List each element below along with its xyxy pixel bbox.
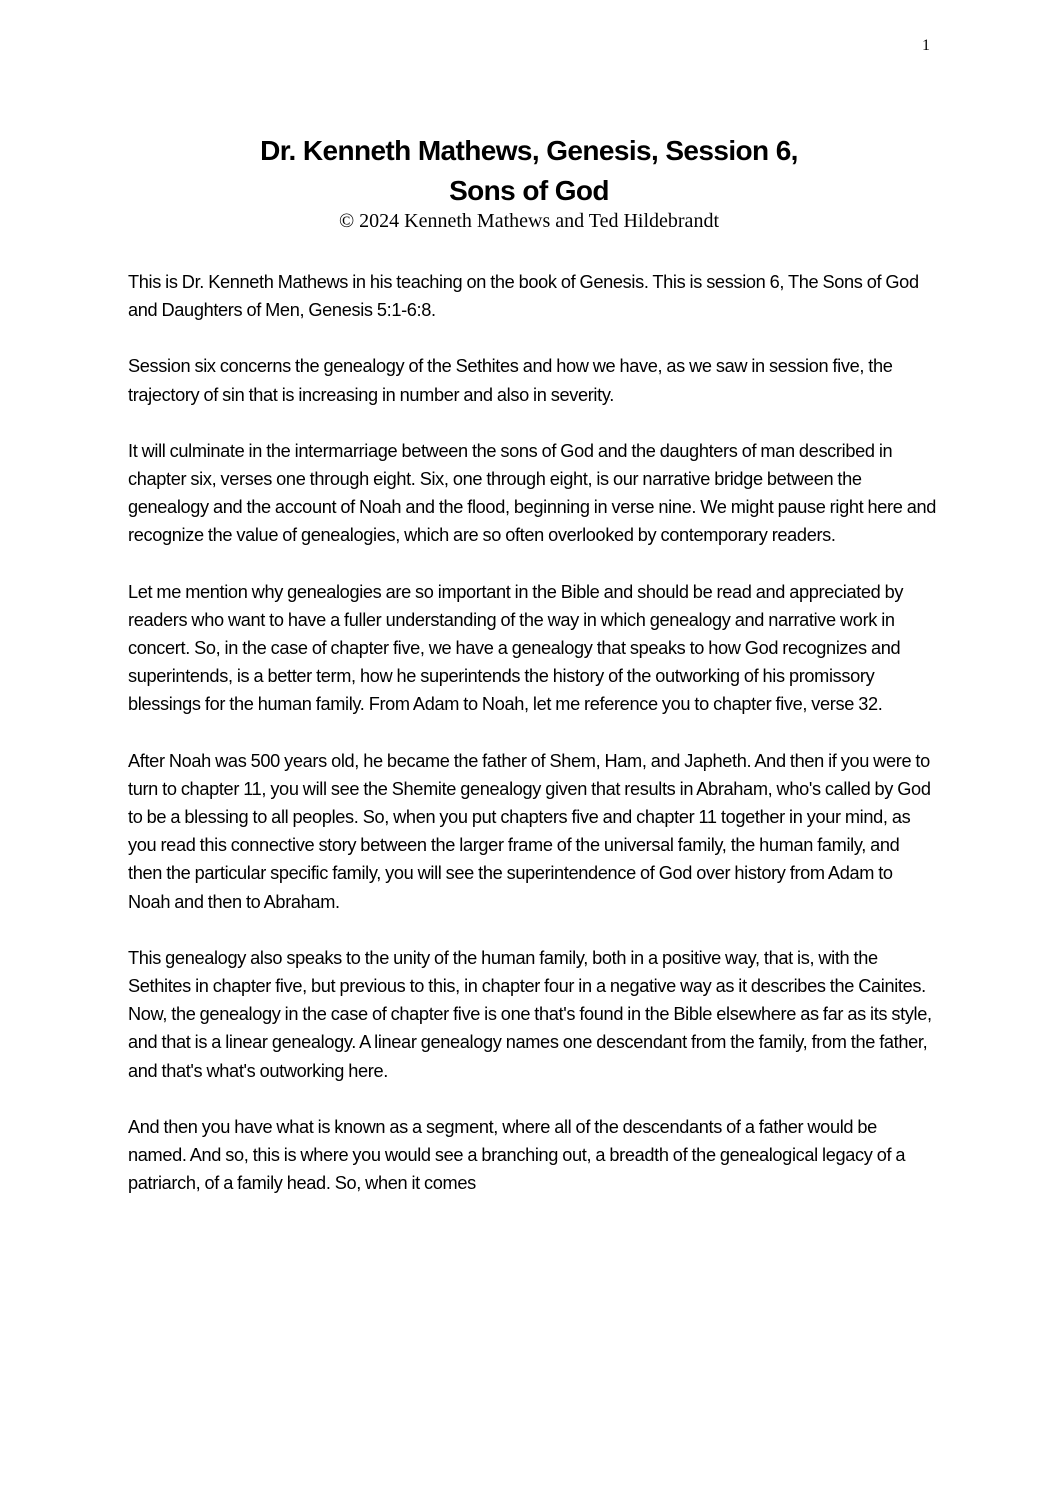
paragraph: This genealogy also speaks to the unity of the human family, both in a positive way, that is, with the Sethites in chapter five, but previous to this, in chapter four in a negative way as it describes the Cainites. Now, the genealogy in the case of chapter five is one that's found in the Bible elsewhere as far as its style, and that is a linear genealogy. A linear genealogy names one descendant from the family, from the father, and that's what's outworking here. [128,947,932,1081]
copyright-notice: © 2024 Kenneth Mathews and Ted Hildebrandt [338,210,719,232]
document-title [0,131,1058,211]
paragraph: It will culminate in the intermarriage between the sons of God and the daughters of man described in chapter six, verses one through eight. Six, one through eight, is our narrative bridge between the genealogy and the account of Noah and the flood, beginning in verse nine. We might pause right here and recognize the value of genealogies, which are so often overlooked by contemporary readers. [128,440,937,546]
paragraph: Let me mention why genealogies are so important in the Bible and should be read and appreciated by readers who want to have a fuller understanding of the way in which genealogy and narrative work in concert. So, in the case of chapter five, we have a genealogy that speaks to how God recognizes and superintends, is a better term, how he superintends the history of the outworking of his promissory blessings for the human family. From Adam to Noah, let me reference you to chapter five, verse 32. [128,581,904,715]
paragraph: Session six concerns the genealogy of the Sethites and how we have, as we saw in session five, the trajectory of sin that is increasing in number and also in severity. [128,356,893,405]
document-header [0,131,1058,233]
title-line-1: Dr. Kenneth Mathews, Genesis, Session 6, [260,135,798,166]
paragraph: And then you have what is known as a segment, where all of the descendants of a father would be named. And so, this is where you would see a branching out, a breadth of the genealogical legacy of a patriarch, of a family head. So, when it comes [128,1116,906,1194]
title-line-2: Sons of God [449,175,609,206]
paragraph: This is Dr. Kenneth Mathews in his teaching on the book of Genesis. This is session 6, The Sons of God and Daughters of Men, Genesis 5:1-6:8. [128,272,919,321]
page-number: 1 [922,37,930,54]
paragraph: After Noah was 500 years old, he became the father of Shem, Ham, and Japheth. And then if you were to turn to chapter 11, you will see the Shemite genealogy given that results in Abraham, who's called by God to be a blessing to all peoples. So, when you put chapters five and chapter 11 together in your mind, as you read this connective story between the larger frame of the universal family, the human family, and then the particular specific family, you will see the superintendence of God over history from Adam to Noah and then to Abraham. [128,750,931,912]
document-body [128,268,936,1225]
